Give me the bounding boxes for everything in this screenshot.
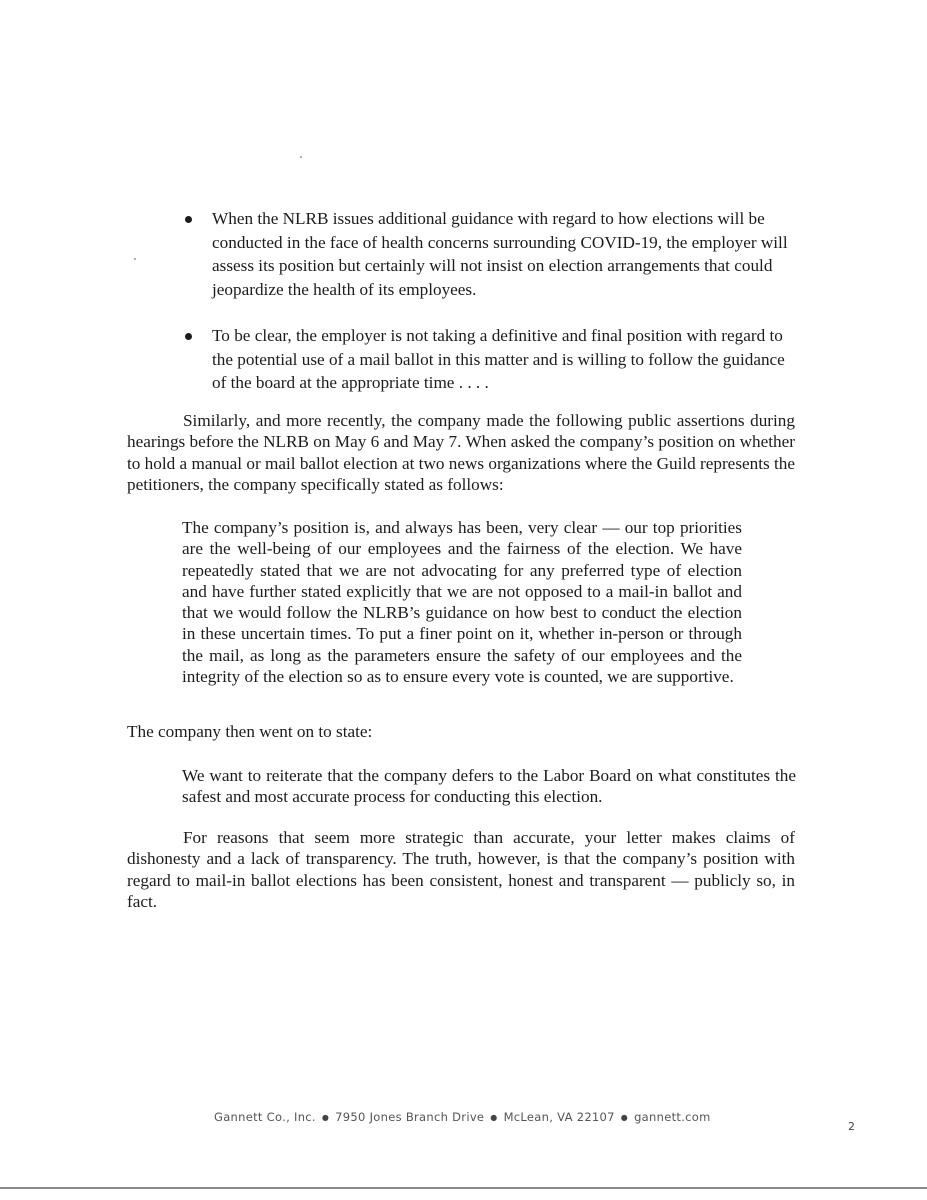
scan-speck: [134, 258, 136, 260]
bullet-icon: [185, 216, 192, 223]
footer-city: McLean, VA 22107: [503, 1110, 615, 1124]
footer-address: 7950 Jones Branch Drive: [335, 1110, 485, 1124]
footer-website: gannett.com: [634, 1110, 711, 1124]
bullet-list: [182, 207, 802, 418]
bullet-text: When the NLRB issues additional guidance with regard to how elections will be conducted in the face of health concerns surrounding COVID-19, the employer will assess its position but certainly will not insist on election arrangements that could jeopardize the health of its employees.: [212, 209, 788, 299]
paragraph-reasons: For reasons that seem more strategic than accurate, your letter makes claims of dishonesty and a lack of transparency. The truth, however, is that the company’s position with regard to mail-in ballot elections has been consistent, honest and transparent — publicly so, in fact.: [127, 828, 795, 911]
paragraph-went-on: The company then went on to state:: [127, 722, 373, 741]
letterhead-footer: [214, 1110, 711, 1124]
block-quote-company-position: The company’s position is, and always has been, very clear — our top priorities are the well-being of our employees and the fairness of the election. We have repeatedly stated that we are not advocating for any preferred type of election and have further stated explicitly that we are not opposed to a mail-in ballot and that we would follow the NLRB’s guidance on how best to conduct the election in these uncertain times. To put a finer point on it, whether in-person or through the mail, as long as the parameters ensure the safety of our employees and the integrity of the election so as to ensure every vote is counted, we are supportive.: [182, 518, 742, 687]
separator-bullet-icon: ●: [620, 1113, 629, 1122]
footer-company: Gannett Co., Inc.: [214, 1110, 316, 1124]
separator-bullet-icon: ●: [321, 1113, 330, 1122]
scan-speck: [300, 156, 302, 158]
paragraph-similarly: Similarly, and more recently, the company made the following public assertions during hearings before the NLRB on May 6 and May 7. When asked the company’s position on whether to hold a manual or mail ballot election at two news organizations where the Guild represents the petitioners, the company specifically stated as follows:: [127, 411, 795, 494]
bullet-item: [182, 324, 802, 395]
bullet-item: [182, 207, 802, 301]
page-number: 2: [848, 1120, 855, 1133]
separator-bullet-icon: ●: [490, 1113, 498, 1122]
block-quote-labor-board: We want to reiterate that the company defers to the Labor Board on what constitutes the safest and most accurate process for conducting this election.: [182, 766, 796, 807]
bullet-text: To be clear, the employer is not taking a definitive and final position with regard to the potential use of a mail ballot in this matter and is willing to follow the guidance of the board at the appropriate time . . . .: [212, 326, 785, 392]
scan-edge-line: [0, 1187, 927, 1189]
bullet-icon: [185, 333, 192, 340]
